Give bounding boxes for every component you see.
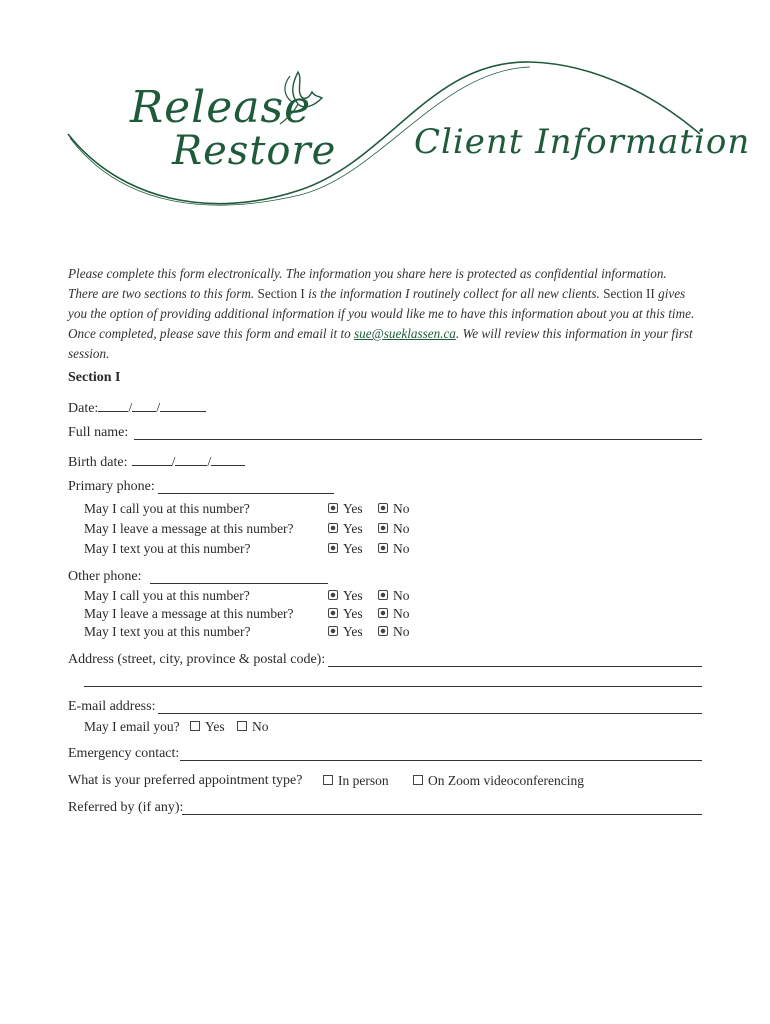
primary-phone-label: Primary phone: — [68, 479, 155, 494]
other-text-yes[interactable] — [328, 624, 363, 640]
checkbox-icon — [190, 721, 200, 731]
yes-label: Yes — [343, 588, 363, 603]
date-row — [68, 398, 206, 417]
primary-call-question: May I call you at this number? — [84, 501, 250, 516]
no-label: No — [393, 521, 410, 536]
birth-day-field[interactable] — [132, 452, 172, 466]
primary-text-no[interactable] — [378, 541, 410, 557]
birth-month-field[interactable] — [175, 452, 207, 466]
other-message-no[interactable] — [378, 606, 410, 622]
logo-restore: Restore — [172, 128, 337, 174]
email-label: E-mail address: — [68, 699, 156, 714]
logo-release: Release — [130, 82, 312, 133]
other-call-question: May I call you at this number? — [84, 588, 250, 603]
email-question: May I email you? — [84, 719, 180, 734]
referred-field[interactable] — [182, 814, 702, 815]
yes-label: Yes — [343, 541, 363, 556]
no-label: No — [393, 588, 410, 603]
address-label: Address (street, city, province & postal code): — [68, 652, 326, 667]
yes-label: Yes — [205, 719, 225, 734]
radio-icon — [378, 543, 388, 553]
radio-icon — [328, 543, 338, 553]
intro-paragraph — [68, 264, 702, 364]
radio-icon — [328, 608, 338, 618]
in-person-label: In person — [338, 773, 389, 788]
other-text-question: May I text you at this number? — [84, 624, 251, 639]
primary-phone-field[interactable] — [158, 493, 334, 494]
primary-text-question: May I text you at this number? — [84, 541, 251, 556]
date-year-field[interactable] — [160, 398, 206, 412]
yes-label: Yes — [343, 624, 363, 639]
email-link[interactable]: sue@sueklassen.ca — [354, 326, 456, 341]
other-phone-label: Other phone: — [68, 569, 142, 584]
radio-icon — [328, 523, 338, 533]
full-name-field[interactable] — [134, 439, 702, 440]
primary-text-yes[interactable] — [328, 541, 363, 557]
radio-icon — [378, 523, 388, 533]
birth-date-label: Birth date: — [68, 455, 128, 470]
address-field-line1[interactable] — [328, 666, 702, 667]
intro-p1: Please complete this form electronically. The information you share here is protected as confidential information. — [68, 266, 667, 281]
birth-date-row — [68, 452, 245, 471]
page-title: Client Information — [414, 122, 751, 162]
radio-icon — [378, 626, 388, 636]
checkbox-icon — [413, 775, 423, 785]
intro-p2a: There are two sections to this form. — [68, 286, 255, 301]
date-slash: / — [128, 401, 133, 416]
no-label: No — [393, 606, 410, 621]
referred-label: Referred by (if any): — [68, 800, 184, 815]
primary-message-no[interactable] — [378, 521, 410, 537]
date-label: Date: — [68, 401, 99, 416]
address-field-line2[interactable] — [84, 686, 702, 687]
radio-icon — [378, 608, 388, 618]
yes-label: Yes — [343, 606, 363, 621]
checkbox-icon — [237, 721, 247, 731]
yes-label: Yes — [343, 521, 363, 536]
no-label: No — [393, 624, 410, 639]
radio-icon — [378, 590, 388, 600]
intro-p2c: is the information I routinely collect for all new clients. — [308, 286, 600, 301]
appt-zoom-checkbox[interactable] — [413, 773, 584, 789]
email-yes-checkbox[interactable] — [190, 719, 225, 735]
checkbox-icon — [323, 775, 333, 785]
email-no-checkbox[interactable] — [237, 719, 269, 735]
section-title: Section I — [68, 370, 121, 385]
emergency-label: Emergency contact: — [68, 746, 180, 761]
other-phone-field[interactable] — [150, 583, 328, 584]
primary-call-yes[interactable] — [328, 501, 363, 517]
other-message-yes[interactable] — [328, 606, 363, 622]
primary-message-yes[interactable] — [328, 521, 363, 537]
primary-call-no[interactable] — [378, 501, 410, 517]
other-call-yes[interactable] — [328, 588, 363, 604]
yes-label: Yes — [343, 501, 363, 516]
date-slash: / — [156, 401, 161, 416]
swoosh-graphic — [0, 0, 770, 240]
other-call-no[interactable] — [378, 588, 410, 604]
intro-p2f: . We will review this information in your first session. — [68, 326, 693, 361]
date-slash: / — [171, 455, 176, 470]
emergency-field[interactable] — [180, 760, 702, 761]
date-slash: / — [207, 455, 212, 470]
appt-in-person-checkbox[interactable] — [323, 773, 389, 789]
intro-section1-ref: Section I — [257, 286, 305, 301]
date-month-field[interactable] — [132, 398, 156, 412]
email-field[interactable] — [158, 713, 702, 714]
full-name-label: Full name: — [68, 425, 129, 440]
primary-message-question: May I leave a message at this number? — [84, 521, 294, 536]
other-message-question: May I leave a message at this number? — [84, 606, 294, 621]
radio-icon — [328, 626, 338, 636]
no-label: No — [252, 719, 269, 734]
no-label: No — [393, 501, 410, 516]
appointment-question: What is your preferred appointment type? — [68, 773, 303, 788]
birth-year-field[interactable] — [211, 452, 245, 466]
zoom-label: On Zoom videoconferencing — [428, 773, 584, 788]
radio-icon — [378, 503, 388, 513]
intro-section2-ref: Section II — [603, 286, 655, 301]
no-label: No — [393, 541, 410, 556]
header — [0, 0, 770, 240]
radio-icon — [328, 590, 338, 600]
intro-p2e: gives you the option of providing additional information if you would like me to have this information about you at this time. Once completed, please save this form and email it to — [68, 286, 695, 341]
radio-icon — [328, 503, 338, 513]
other-text-no[interactable] — [378, 624, 410, 640]
date-day-field[interactable] — [98, 398, 128, 412]
